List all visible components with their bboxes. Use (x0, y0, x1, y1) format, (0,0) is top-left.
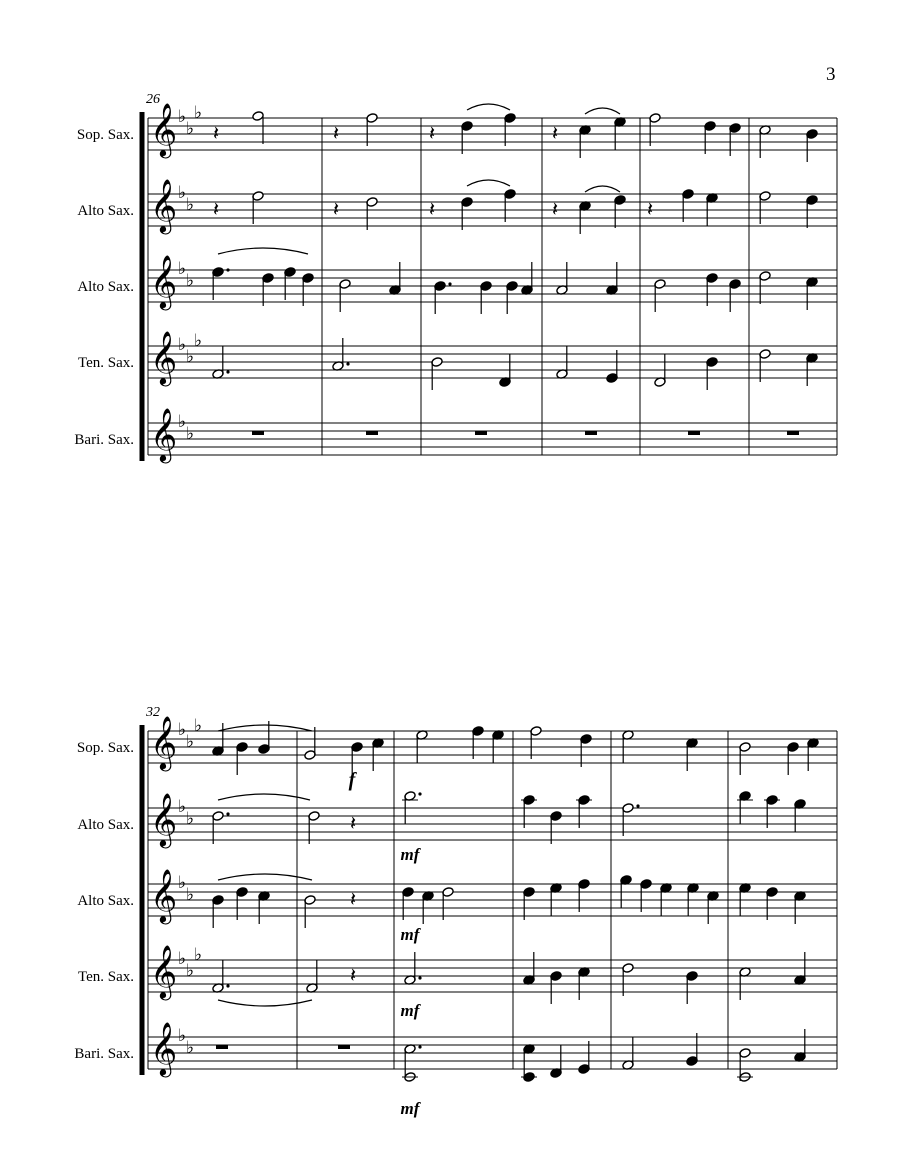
dynamic-marking: mf (400, 1099, 420, 1118)
flat-icon: ♭ (186, 885, 195, 905)
slur (585, 186, 620, 192)
dynamic-marking: f (348, 769, 356, 791)
flat-icon: ♭ (186, 271, 195, 291)
instrument-label: Ten. Sax. (77, 969, 134, 985)
instrument-label: Sop. Sax. (76, 740, 134, 756)
whole-rest-icon (688, 431, 700, 435)
flat-icon: ♭ (194, 331, 203, 351)
instrument-label: Alto Sax. (77, 279, 134, 295)
measure-number: 32 (146, 705, 160, 720)
flat-icon: ♭ (186, 119, 195, 139)
flat-icon: ♭ (178, 720, 187, 740)
quarter-rest-icon: 𝄽 (213, 121, 220, 145)
dynamic-marking: mf (400, 1001, 420, 1020)
augmentation-dot (418, 792, 421, 795)
dynamic-marking: mf (400, 925, 420, 944)
slur (218, 874, 312, 880)
whole-rest-icon (338, 1045, 350, 1049)
notehead (252, 111, 264, 122)
flat-icon: ♭ (194, 716, 203, 736)
whole-rest-icon (475, 431, 487, 435)
augmentation-dot (418, 976, 421, 979)
augmentation-dot (346, 362, 349, 365)
treble-clef-icon: 𝄞 (150, 330, 178, 384)
augmentation-dot (226, 370, 229, 373)
quarter-rest-icon: 𝄽 (647, 197, 654, 221)
treble-clef-icon: 𝄞 (150, 1021, 178, 1075)
augmentation-dot (636, 804, 639, 807)
instrument-label: Sop. Sax. (76, 127, 134, 143)
flat-icon: ♭ (178, 797, 187, 817)
flat-icon: ♭ (178, 107, 187, 127)
treble-clef-icon: 𝄞 (150, 102, 178, 156)
flat-icon: ♭ (186, 195, 195, 215)
whole-rest-icon (252, 431, 264, 435)
quarter-rest-icon: 𝄽 (213, 197, 220, 221)
quarter-rest-icon: 𝄽 (429, 121, 436, 145)
quarter-rest-icon: 𝄽 (350, 811, 357, 835)
whole-rest-icon (585, 431, 597, 435)
augmentation-dot (448, 282, 451, 285)
treble-clef-icon: 𝄞 (150, 792, 178, 846)
flat-icon: ♭ (186, 424, 195, 444)
quarter-rest-icon: 𝄽 (552, 197, 559, 221)
treble-clef-icon: 𝄞 (150, 944, 178, 998)
flat-icon: ♭ (178, 949, 187, 969)
flat-icon: ♭ (178, 183, 187, 203)
quarter-rest-icon: 𝄽 (350, 963, 357, 987)
treble-clef-icon: 𝄞 (150, 178, 178, 232)
flat-icon: ♭ (186, 961, 195, 981)
quarter-rest-icon: 𝄽 (333, 197, 340, 221)
quarter-rest-icon: 𝄽 (552, 121, 559, 145)
augmentation-dot (226, 268, 229, 271)
slur (585, 108, 620, 114)
augmentation-dot (226, 984, 229, 987)
flat-icon: ♭ (186, 809, 195, 829)
augmentation-dot (226, 812, 229, 815)
page-number: 3 (826, 64, 836, 85)
whole-rest-icon (366, 431, 378, 435)
instrument-label: Ten. Sax. (77, 355, 134, 371)
instrument-label: Alto Sax. (77, 203, 134, 219)
flat-icon: ♭ (186, 1038, 195, 1058)
flat-icon: ♭ (186, 347, 195, 367)
instrument-label: Alto Sax. (77, 817, 134, 833)
instrument-label: Bari. Sax. (74, 1046, 134, 1062)
flat-icon: ♭ (178, 873, 187, 893)
slur (467, 180, 510, 186)
treble-clef-icon: 𝄞 (150, 715, 178, 769)
slur (218, 1000, 312, 1006)
flat-icon: ♭ (178, 412, 187, 432)
instrument-label: Bari. Sax. (74, 432, 134, 448)
system-2 (74, 705, 837, 1118)
quarter-rest-icon: 𝄽 (350, 887, 357, 911)
whole-rest-icon (787, 431, 799, 435)
system-1 (74, 92, 837, 463)
slur (218, 725, 312, 731)
flat-icon: ♭ (178, 335, 187, 355)
treble-clef-icon: 𝄞 (150, 407, 178, 461)
flat-icon: ♭ (186, 732, 195, 752)
slur (218, 794, 310, 800)
treble-clef-icon: 𝄞 (150, 868, 178, 922)
augmentation-dot (418, 1045, 421, 1048)
dynamic-marking: mf (400, 845, 420, 864)
quarter-rest-icon: 𝄽 (429, 197, 436, 221)
flat-icon: ♭ (194, 103, 203, 123)
whole-rest-icon (216, 1045, 228, 1049)
instrument-label: Alto Sax. (77, 893, 134, 909)
slur (218, 248, 308, 254)
flat-icon: ♭ (178, 1026, 187, 1046)
measure-number: 26 (146, 92, 160, 107)
quarter-rest-icon: 𝄽 (333, 121, 340, 145)
flat-icon: ♭ (194, 945, 203, 965)
flat-icon: ♭ (178, 259, 187, 279)
treble-clef-icon: 𝄞 (150, 254, 178, 308)
slur (467, 104, 510, 110)
